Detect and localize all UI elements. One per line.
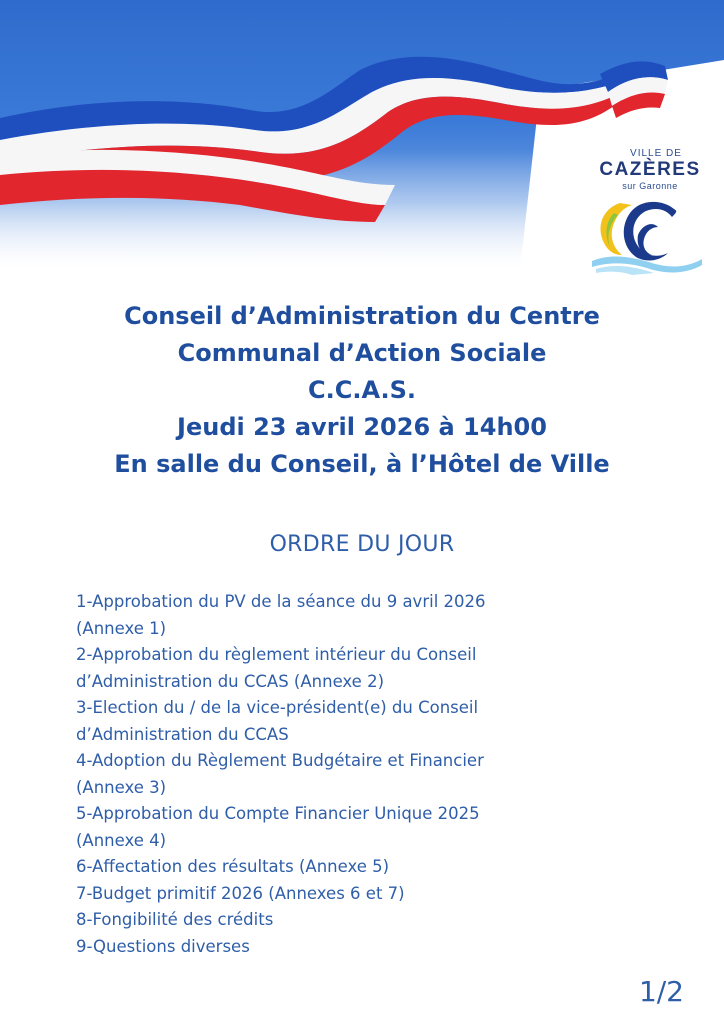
- agenda-item-text-cont: d’Administration du CCAS (Annexe 2): [76, 671, 385, 691]
- agenda-item-text-cont: (Annexe 4): [76, 830, 167, 850]
- logo-town-name: CAZÈRES: [599, 159, 701, 180]
- logo-ville-de: VILLE DE: [630, 148, 682, 159]
- page-number: 1/2: [638, 975, 684, 1008]
- agenda-item: [76, 934, 636, 961]
- agenda-item-text: 9-Questions diverses: [76, 936, 250, 956]
- agenda-item-text: 7-Budget primitif 2026 (Annexes 6 et 7): [76, 883, 405, 903]
- title-line-1: Conseil d’Administration du Centre: [124, 302, 600, 330]
- cazeres-logo: [590, 145, 710, 275]
- agenda-item-text-cont: (Annexe 1): [76, 618, 167, 638]
- agenda-list: [76, 589, 636, 960]
- agenda-item-text: 4-Adoption du Règlement Budgétaire et Financier: [76, 751, 484, 770]
- meeting-title: [0, 298, 724, 483]
- logo-emblem-icon: [592, 195, 702, 275]
- agenda-item: [76, 589, 636, 642]
- agenda-heading: ORDRE DU JOUR: [269, 532, 455, 557]
- agenda-item: [76, 854, 636, 881]
- agenda-item-text-cont: (Annexe 3): [76, 777, 167, 797]
- agenda-item: [76, 642, 636, 695]
- agenda-item: [76, 695, 636, 748]
- agenda-item: [76, 748, 636, 801]
- agenda-item-text: 3-Election du / de la vice-président(e) du Conseil: [76, 698, 479, 717]
- title-line-3: C.C.A.S.: [308, 376, 416, 404]
- agenda-item-text: 1-Approbation du PV de la séance du 9 avril 2026: [76, 592, 486, 611]
- agenda-item-text: 8-Fongibilité des crédits: [76, 910, 274, 929]
- agenda-item: [76, 881, 636, 908]
- agenda-item: [76, 907, 636, 934]
- title-line-2: Communal d’Action Sociale: [177, 339, 547, 367]
- agenda-item-text: 5-Approbation du Compte Financier Unique 2025: [76, 804, 480, 823]
- meeting-location: En salle du Conseil, à l’Hôtel de Ville: [114, 450, 610, 478]
- agenda-item-text-cont: d’Administration du CCAS: [76, 724, 289, 744]
- logo-sur-garonne: sur Garonne: [622, 181, 678, 191]
- meeting-date: Jeudi 23 avril 2026 à 14h00: [177, 413, 547, 441]
- agenda-item-text: 6-Affectation des résultats (Annexe 5): [76, 857, 390, 876]
- agenda-item: [76, 801, 636, 854]
- agenda-item-text: 2-Approbation du règlement intérieur du Conseil: [76, 645, 477, 664]
